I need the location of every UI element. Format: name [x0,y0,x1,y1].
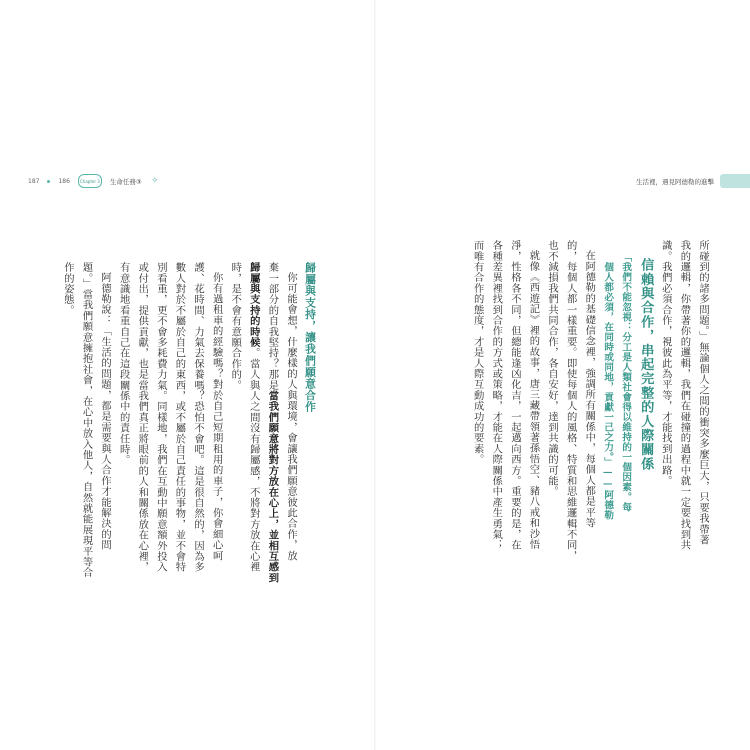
left-p2-line6: 有意識地看重自己在這段關係中的責任時。 [117,262,130,466]
right-page-body [468,240,712,660]
right-p1-line2: 我的邏輯，你帶著你的邏輯，我們在碰撞的過程中就一定要找到共 [678,240,691,551]
adler-quote-line2: 個人都必須，在同時或同地，貢獻一己之力。」——阿德勒 [602,262,614,520]
chapter-title: 生命任務③ [109,177,142,186]
running-header-left [28,173,160,189]
right-p2-line1: 在阿德勒的基礎信念裡，強調所有關係中，每個人都是平等 [583,250,596,529]
chapter-badge: Chapter 3 [78,174,102,188]
right-p1-line1: 所碰到的諸多問題。」無論個人之間的衝突多麼巨大，只要我帶著 [697,240,709,546]
left-p3-line3: 作的姿態。 [61,262,74,316]
left-p1-line2: 棄一部分的自我堅持？那是當我們願意將對方放在心上，並相互感到 [266,262,279,584]
right-page [375,0,750,750]
right-p3-line1: 就像《西遊記》裡的故事，唐三藏帶領著孫悟空、豬八戒和沙悟 [527,250,540,550]
left-p3-line1: 阿德勒說：「生活的問題，都是需要與人合作才能解決的問 [99,272,112,551]
running-header-title: 生活裡，遇見阿德勒的進擊 [636,177,714,186]
right-p3-line2: 淨，性格各不同，但總能逢凶化吉，一起邁向西方。重要的是，在 [508,240,521,551]
section-heading-trust: 信賴與合作，串起完整的人際關係 [638,258,654,471]
adler-quote-line1: 「我們不能忽視：分工是人類社會得以維持的一個因素。每 [620,252,632,512]
separator-dot-icon [47,180,50,183]
running-header-right [636,173,750,189]
left-p1-line4: 時，是不會有意願合作的。 [229,262,242,391]
right-p2-line3: 也不減損我們共同合作，各自安好，達到共識的可能。 [546,240,559,497]
section-tab [720,174,750,188]
triangle-star-icon: ✧ [150,176,159,186]
right-p2-line2: 的，每個人都一樣重要。即使每個人的風格、特質和思維邏輯不同， [564,240,577,561]
left-p2-line1: 你有過租車的經驗嗎？對於自己短期租用的車子，你會細心呵 [210,272,223,561]
page-number-186: 186 [58,177,70,185]
left-p2-line5: 或付出，提供貢獻，也是當我們真正將眼前的人和關係放在心裡， [136,262,149,573]
page-number-187: 187 [28,177,40,185]
right-p3-line3: 各種差異裡找到合作的方式或策略，才能在人際關係中產生勇氣； [490,240,503,551]
right-p1-line3: 識。我們必須合作，視彼此為平等，才能找到出路。 [659,240,672,487]
right-p3-line4: 而唯有合作的態度，才是人際互動成功的要素。 [471,240,484,465]
left-p2-line2: 護、花時間、力氣去保養嗎？恐怕不會吧。這是很自然的，因為多 [192,262,205,573]
section-heading-belonging: 歸屬與支持，讓我們願意合作 [304,262,317,413]
left-page-body [58,262,320,662]
left-p3-line2: 題。」當我們願意擁抱社會，在心中放入他人，自然就能展現平等合 [80,262,93,578]
left-p2-line3: 數人對於不屬於自己的東西，或不屬於自己責任的事物，並不會特 [173,262,186,573]
left-p1-line1: 你可能會想，什麼樣的人與環境，會讓我們願意彼此合作，放 [285,272,297,561]
left-p1-line3: 歸屬與支持的時候。當人與人之間沒有歸屬感，不將對方放在心裡 [247,262,260,573]
left-p2-line4: 別看重，更不會多耗費力氣。同樣地，我們在互動中願意額外投入 [154,262,167,573]
